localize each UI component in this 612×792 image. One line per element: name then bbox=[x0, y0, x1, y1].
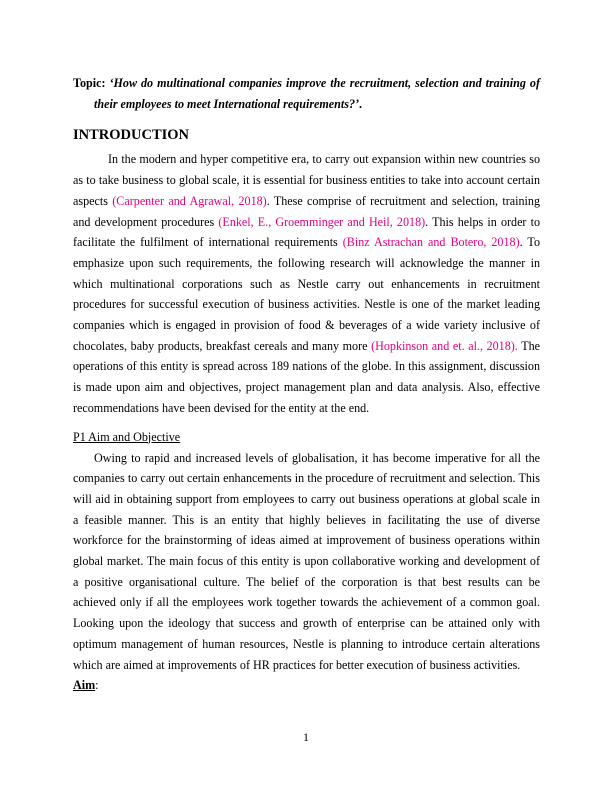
aim-label-colon: : bbox=[95, 678, 99, 693]
topic-question: ‘How do multinational companies improve the recruitment, selection and training of their employees to meet International requirements?’ bbox=[94, 76, 540, 111]
aim-objective-paragraph: Owing to rapid and increased levels of globalisation, it has become imperative for all the companies to carry out certain enhancements in the procedure of recruitment and selection. This will aid in obtaining support from employees to carry out business operations at global scale in a feasible manner. This is an entity that highly believes in facilitating the use of diverse workforce for the brainstorming of ideas aimed at improvement of business operations within global market. The main focus of this entity is upon collaborative working and development of a positive organisational culture. The belief of the corporation is that best results can be achieved only if all the employees work together towards the achievement of a common goal. Looking upon the ideology that success and growth of enterprise can be attained only with optimum management of human resources, Nestle is planning to introduce certain alterations which are aimed at improvements of HR practices for better execution of business activities. bbox=[73, 450, 540, 672]
aim-objective-heading: P1 Aim and Objective bbox=[73, 429, 181, 444]
intro-text-3: . This helps in order to facilitate the fulfilment of international requirements bbox=[73, 214, 541, 250]
citation-hopkinson: (Hopkinson and et. al., 2018). bbox=[371, 338, 518, 353]
citation-binz: (Binz Astrachan and Botero, 2018) bbox=[342, 235, 520, 250]
intro-text-1: In the modern and hyper competitive era, to carry out expansion within new countries so as to take business to global scale, it is essential for business entities to take into account certain aspects bbox=[73, 152, 540, 208]
citation-carpenter: (Carpenter and Agrawal, 2018) bbox=[112, 193, 267, 208]
topic-end: . bbox=[359, 96, 363, 111]
intro-text-2: . These comprise of recruitment and selection, training and development procedures bbox=[73, 193, 540, 229]
topic-line bbox=[73, 73, 540, 114]
aim-label bbox=[73, 675, 540, 695]
aim-label-text: Aim bbox=[73, 678, 96, 693]
document-page bbox=[73, 73, 540, 695]
introduction-paragraph bbox=[73, 149, 540, 418]
intro-text-4: . To emphasize upon such requirements, the following research will acknowledge the manner in which multinational corporations such as Nestle carry out enhancements in recruitment procedures for successful execution of business activities. Nestle is one of the market leading companies which is engaged in provision of food & beverages of a wide variety inclusive of chocolates, baby products, breakfast cereals and many more bbox=[73, 235, 541, 353]
page-number: 1 bbox=[303, 730, 309, 744]
introduction-heading: INTRODUCTION bbox=[73, 127, 190, 144]
intro-text-5: The operations of this entity is spread across 189 nations of the globe. In this assignment, discussion is made upon aim and objectives, project management plan and data analysis. Also, effective recommendations have been devised for the entity at the end. bbox=[73, 338, 541, 415]
topic-label: Topic: bbox=[73, 76, 110, 90]
citation-enkel: (Enkel, E., Groemminger and Heil, 2018) bbox=[218, 214, 426, 229]
